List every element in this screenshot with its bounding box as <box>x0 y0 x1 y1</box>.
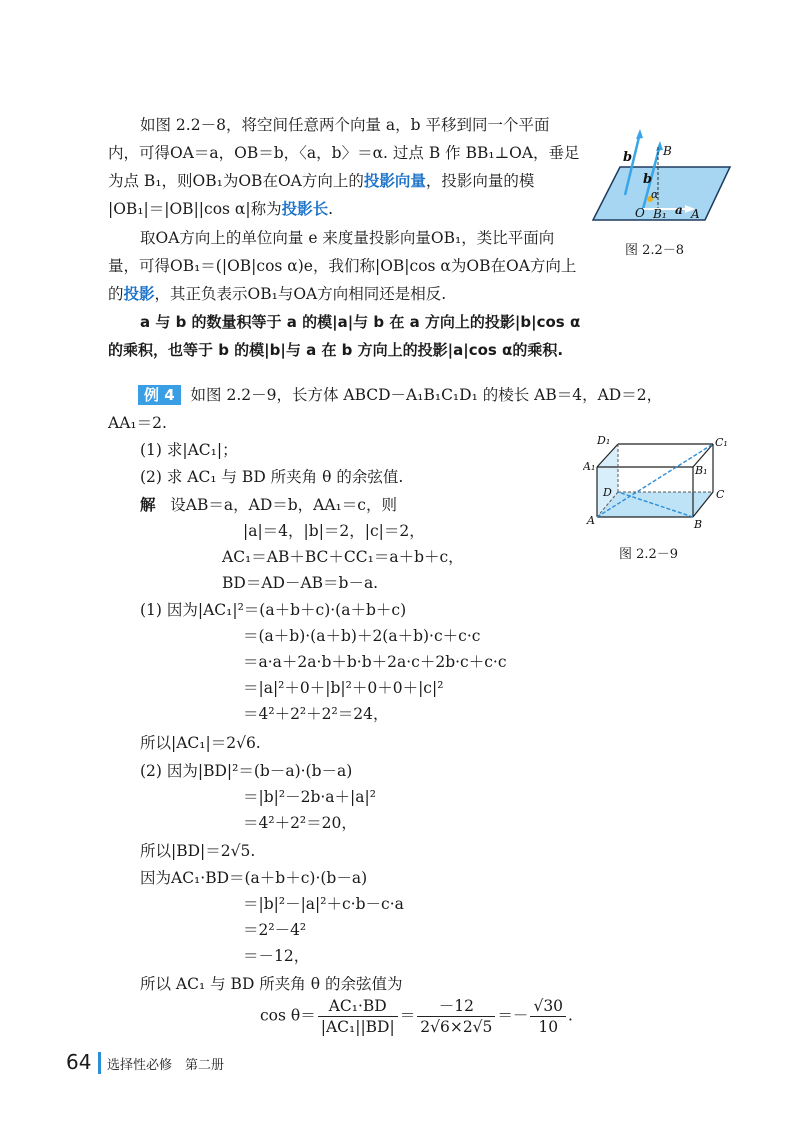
part3-line4: ＝－12， <box>243 947 310 965</box>
cos-fraction-2 <box>417 996 495 1037</box>
cos-den-2: 2√6×2√5 <box>420 1018 493 1037</box>
theorem-line2: 的乘积，也等于 b 的模|b|与 a 在 b 方向上的投影|a|cos α的乘积. <box>108 341 564 359</box>
cos-den-3: 10 <box>538 1018 559 1037</box>
fig1-caption: 图 2.2－8 <box>625 243 685 258</box>
example-line2: AA₁＝2. <box>108 414 167 432</box>
fig1-label-alpha: α <box>651 188 659 201</box>
term-projection-length: 投影长 <box>281 199 329 218</box>
fig2-label-A1: A₁ <box>583 460 596 473</box>
question-1: (1) 求|AC₁|； <box>140 441 238 459</box>
fig1-label-O: O <box>635 206 645 220</box>
part2-line2: ＝|b|²－2b·a＋|a|² <box>243 788 376 806</box>
example-statement: 如图 2.2－9，长方体 ABCD－A₁B₁C₁D₁ 的棱长 AB＝4，AD＝2， <box>190 386 663 404</box>
solution-line4: BD＝AD－AB＝b－a. <box>222 574 379 592</box>
cos-equals-2: ＝－ <box>497 1006 529 1025</box>
fig2-label-D1: D₁ <box>597 434 611 447</box>
cos-num-1: AC₁·BD <box>318 996 398 1017</box>
cos-den-1: |AC₁||BD| <box>320 1018 395 1037</box>
solution-line2: |a|＝4，|b|＝2，|c|＝2， <box>243 522 425 540</box>
part2-result: 所以|BD|＝2√5. <box>140 842 256 860</box>
fig1-label-A: A <box>691 207 700 221</box>
figure-2-2-8 <box>585 125 735 230</box>
para2-line3-pre: 的 <box>108 285 124 303</box>
fig1-label-a: a <box>675 203 683 217</box>
cos-end: . <box>568 1006 573 1025</box>
fig1-label-B1: B₁ <box>653 207 667 221</box>
para2-line3-post: ，其正负表示OB₁与OA方向相同还是相反. <box>154 285 447 303</box>
term-projection-vector: 投影向量 <box>363 171 426 190</box>
solution-line1 <box>140 493 397 515</box>
cos-fraction-3 <box>530 996 566 1037</box>
cos-fraction-1 <box>318 996 398 1037</box>
solution-label: 解 <box>140 496 156 514</box>
fig2-label-C: C <box>716 488 725 501</box>
para1-line4-pre: |OB₁|＝|OB||cos α|称为 <box>108 200 282 218</box>
cos-num-2: －12 <box>417 996 495 1017</box>
figure-2-2-9 <box>583 432 733 532</box>
fig2-label-B: B <box>694 518 703 531</box>
para1-line4-post: . <box>328 200 334 218</box>
para1-line1: 如图 2.2－8，将空间任意两个向量 a，b 平移到同一个平面 <box>140 116 550 134</box>
fig1-label-b1: b <box>623 150 633 165</box>
fig2-caption: 图 2.2－9 <box>619 547 679 562</box>
part3-line1: 因为AC₁·BD＝(a＋b＋c)·(b－a) <box>140 869 368 887</box>
part1-line5: ＝4²＋2²＋2²＝24， <box>243 705 389 723</box>
part3-line2: ＝|b|²－|a|²＋c·b－c·a <box>243 895 404 913</box>
para2-line1: 取OA方向上的单位向量 e 来度量投影向量OB₁，类比平面向 <box>140 229 555 247</box>
fig2-label-B1: B₁ <box>695 464 708 477</box>
book-title: 选择性必修 第二册 <box>107 1058 225 1073</box>
part1-line4: ＝|a|²＋0＋|b|²＋0＋0＋|c|² <box>243 679 444 697</box>
fig2-label-D: D <box>603 486 612 499</box>
part1-line3: ＝a·a＋2a·b＋b·b＋2a·c＋2b·c＋c·c <box>243 653 507 671</box>
part1-result: 所以|AC₁|＝2√6. <box>140 734 261 752</box>
para1-line2: 内，可得OA＝a，OB＝b，〈a，b〉＝α. 过点 B 作 BB₁⊥OA，垂足 <box>108 144 580 162</box>
fig1-label-b2: b <box>643 172 653 187</box>
fig2-label-A: A <box>587 514 595 527</box>
para1-line3-post: ，投影向量的模 <box>425 172 535 190</box>
para1-line3-pre: 为点 B₁，则OB₁为OB在OA方向上的 <box>108 172 364 190</box>
term-projection: 投影 <box>123 284 155 303</box>
example-badge: 例 4 <box>138 385 181 405</box>
fig1-label-B: B <box>663 144 672 158</box>
page-number: 64 <box>66 1050 92 1074</box>
theorem-line1: a 与 b 的数量积等于 a 的模|a|与 b 在 a 方向上的投影|b|cos α <box>140 313 581 331</box>
footer-divider <box>98 1052 101 1074</box>
cos-equals-1: ＝ <box>399 1006 416 1025</box>
solution-setup: 设AB＝a，AD＝b，AA₁＝c，则 <box>170 496 397 514</box>
example-line1 <box>138 383 662 405</box>
solution-line3: AC₁＝AB＋BC＋CC₁＝a＋b＋c， <box>222 548 464 566</box>
part2-line3: ＝4²＋2²＝20， <box>243 814 357 832</box>
part2-line1: (2) 因为|BD|²＝(b－a)·(b－a) <box>140 762 353 780</box>
para2-line3 <box>108 282 446 304</box>
part1-line2: ＝(a＋b)·(a＋b)＋2(a＋b)·c＋c·c <box>243 627 481 645</box>
part3-result: 所以 AC₁ 与 BD 所夹角 θ 的余弦值为 <box>140 975 403 993</box>
para1-line4 <box>108 197 333 219</box>
part3-line3: ＝2²－4² <box>243 921 307 939</box>
fig2-label-C1: C₁ <box>715 436 728 449</box>
question-2: (2) 求 AC₁ 与 BD 所夹角 θ 的余弦值. <box>140 468 404 486</box>
para2-line2: 量，可得OB₁＝(|OB|cos α)e，我们称|OB|cos α为OB在OA方向上 <box>108 257 577 275</box>
cos-lhs: cos θ＝ <box>260 1006 316 1025</box>
part1-line1: (1) 因为|AC₁|²＝(a＋b＋c)·(a＋b＋c) <box>140 601 407 619</box>
cos-formula <box>260 996 573 1037</box>
para1-line3 <box>108 169 534 191</box>
cos-num-3: √30 <box>530 996 566 1017</box>
